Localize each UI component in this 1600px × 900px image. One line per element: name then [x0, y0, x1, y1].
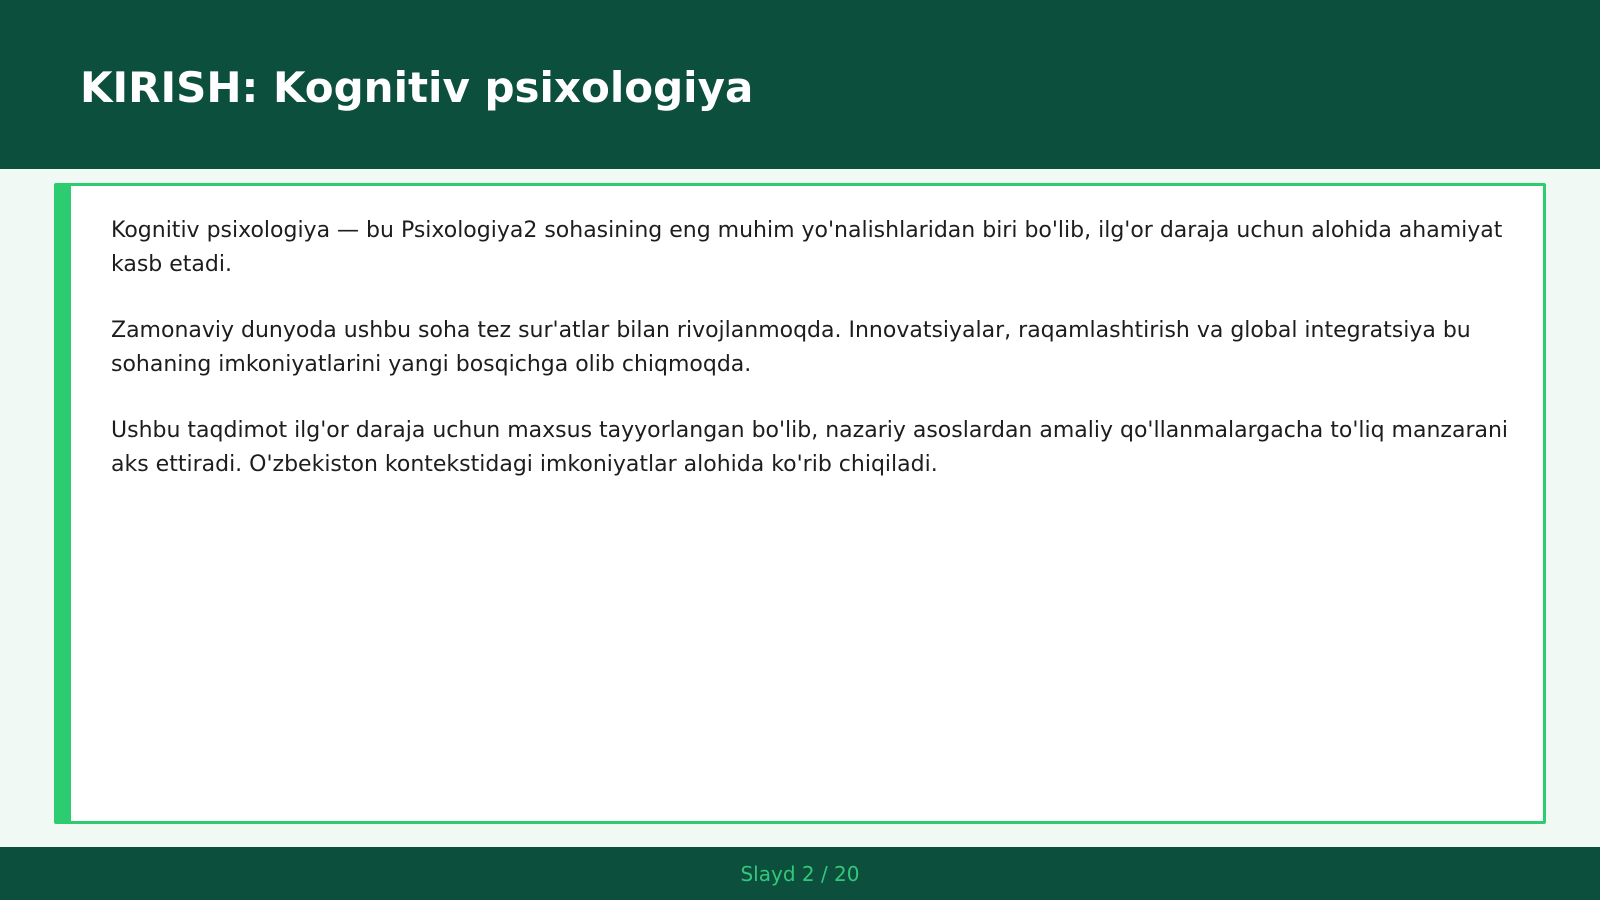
- slide-number: Slayd 2 / 20: [740, 862, 860, 886]
- slide-header: [0, 0, 1600, 169]
- body-text: [111, 214, 1511, 514]
- slide-title: KIRISH: Kognitiv psixologiya: [80, 63, 754, 112]
- paragraph-2: Zamonaviy dunyoda ushbu soha tez sur'atlar bilan rivojlanmoqda. Innovatsiyalar, raqamlashtirish va global integratsiya bu sohaning imkoniyatlarini yangi bosqichga olib chiqmoqda.: [111, 318, 1471, 377]
- paragraph-1: Kognitiv psixologiya — bu Psixologiya2 sohasining eng muhim yo'nalishlaridan biri bo'lib, ilg'or daraja uchun alohida ahamiyat kasb etadi.: [111, 218, 1503, 277]
- slide-footer: [0, 847, 1600, 900]
- paragraph-3: Ushbu taqdimot ilg'or daraja uchun maxsus tayyorlangan bo'lib, nazariy asoslardan amaliy qo'llanmalargacha to'liq manzarani aks ettiradi. O'zbekiston kontekstidagi imkoniyatlar alohida ko'rib chiqiladi.: [111, 418, 1509, 477]
- content-box: [54, 183, 1546, 824]
